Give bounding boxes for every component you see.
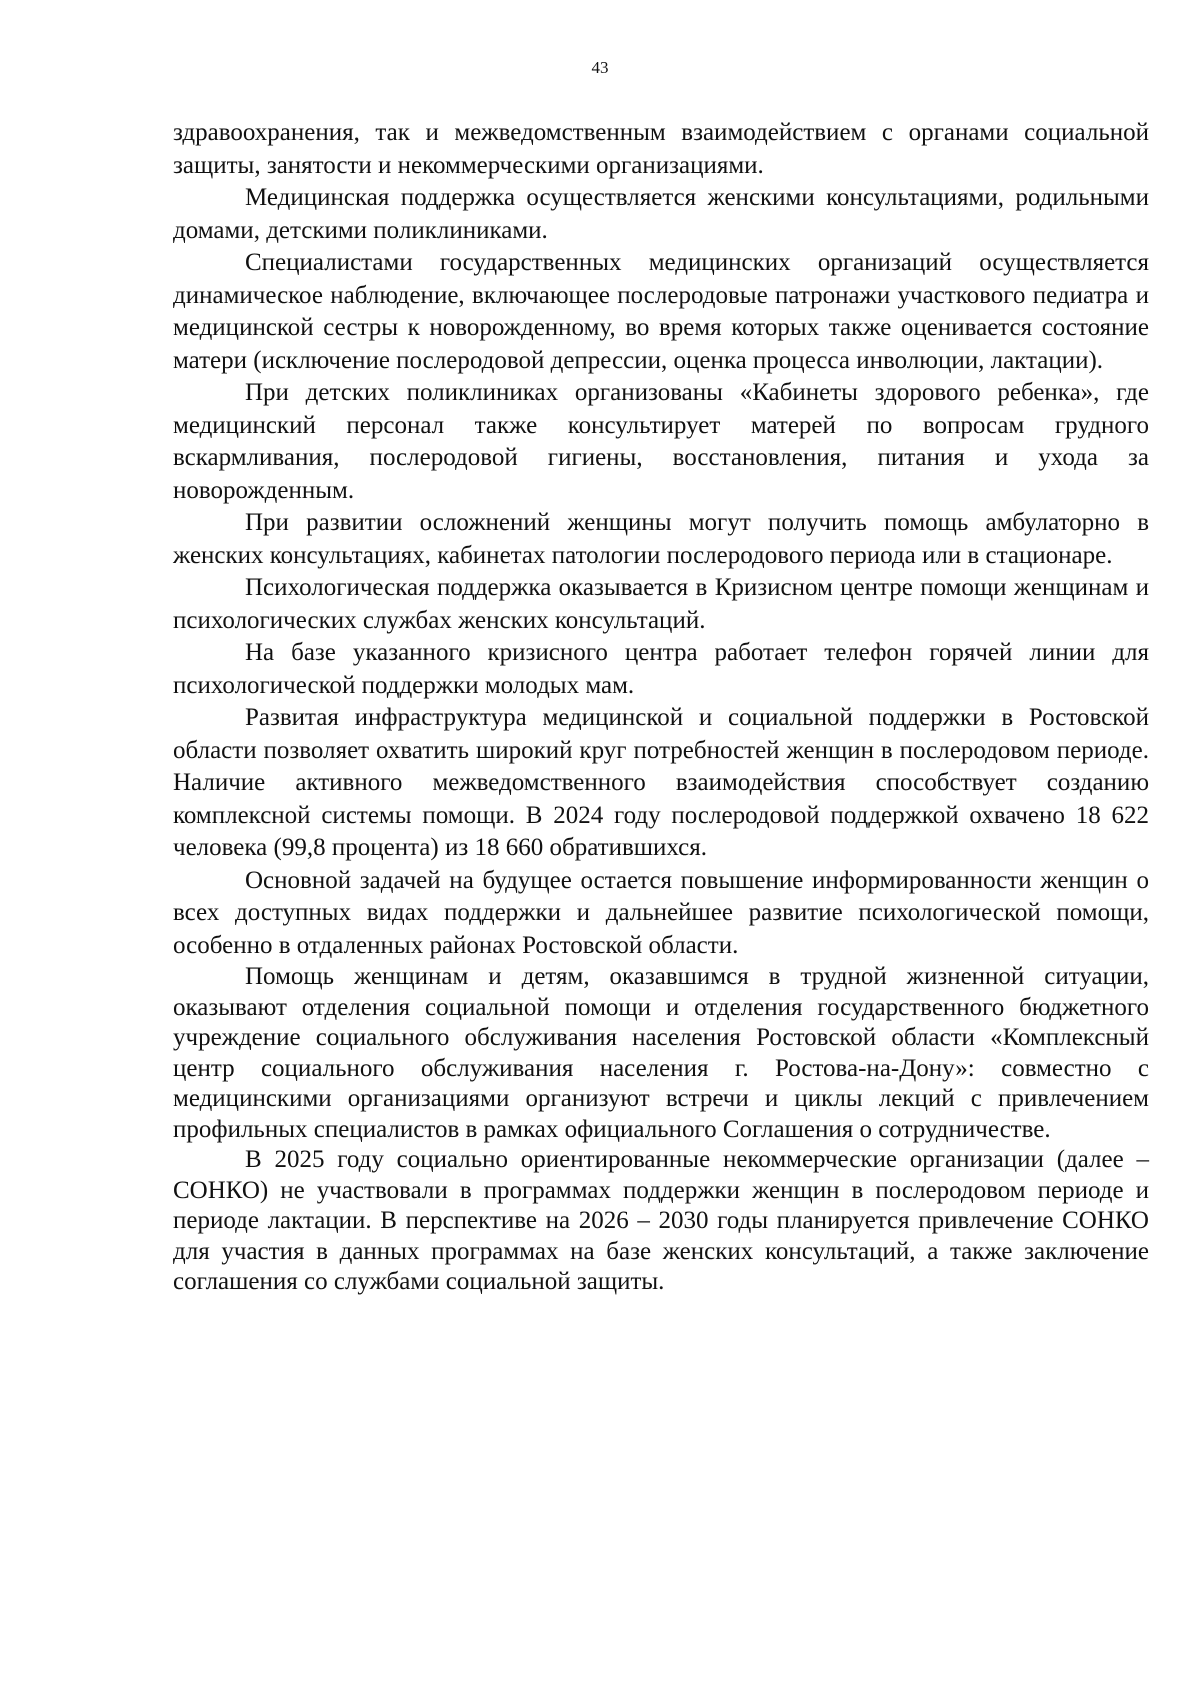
paragraph-future-task: Основной задачей на будущее остается повышение информированности женщин о всех доступных видах поддержки и дальнейшее развитие психологической помощи, особенно в отдаленных районах Ростовской области. xyxy=(173,866,1149,959)
paragraph-continuation: здравоохранения, так и межведомственным взаимодействием с органами социальной защиты, занятости и некоммерческими организациями. xyxy=(173,119,1149,179)
paragraph-healthy-child-rooms: При детских поликлиниках организованы «Кабинеты здорового ребенка», где медицинский персонал также консультирует матерей по вопросам грудного вскармливания, послеродовой гигиены, восстановления, питания и ухода за новорожденным. xyxy=(173,379,1149,504)
paragraph-hotline: На базе указанного кризисного центра работает телефон горячей линии для психологической поддержки молодых мам. xyxy=(173,639,1149,699)
page-number: 43 xyxy=(591,58,609,77)
paragraph-infrastructure: Развитая инфраструктура медицинской и социальной поддержки в Ростовской области позволяет охватить широкий круг потребностей женщин в послеродовом периоде. Наличие активного межведомственного взаимодействия способствует созданию комплексной системы помощи. В 2024 году послеродовой поддержкой охвачено 18 622 человека (99,8 процента) из 18 660 обратившихся. xyxy=(173,704,1149,861)
paragraph-sonko: В 2025 году социально ориентированные некоммерческие организации (далее – СОНКО) не участвовали в программах поддержки женщин в послеродовом периоде и периоде лактации. В перспективе на 2026 – 2030 годы планируется привлечение СОНКО для участия в данных программах на базе женских консультаций, а также заключение соглашения со службами социальной защиты. xyxy=(173,1146,1149,1295)
paragraph-social-help: Помощь женщинам и детям, оказавшимся в трудной жизненной ситуации, оказывают отделения социальной помощи и отделения государственного бюджетного учреждение социального обслуживания населения Ростовской области «Комплексный центр социального обслуживания населения г. Ростова-на-Дону»: совместно с медицинскими организациями организуют встречи и циклы лекций с привлечением профильных специалистов в рамках официального Соглашения о сотрудничестве. xyxy=(173,963,1149,1143)
paragraph-complications: При развитии осложнений женщины могут получить помощь амбулаторно в женских консультациях, кабинетах патологии послеродового периода или в стационаре. xyxy=(173,509,1149,569)
paragraph-psychological-support: Психологическая поддержка оказывается в Кризисном центре помощи женщинам и психологических службах женских консультаций. xyxy=(173,574,1149,634)
paragraph-dynamic-observation: Специалистами государственных медицинских организаций осуществляется динамическое наблюдение, включающее послеродовые патронажи участкового педиатра и медицинской сестры к новорожденному, во время которых также оценивается состояние матери (исключение послеродовой депрессии, оценка процесса инволюции, лактации). xyxy=(173,249,1149,374)
paragraph-medical-support: Медицинская поддержка осуществляется женскими консультациями, родильными домами, детскими поликлиниками. xyxy=(173,184,1149,244)
body-text xyxy=(173,117,1149,1298)
